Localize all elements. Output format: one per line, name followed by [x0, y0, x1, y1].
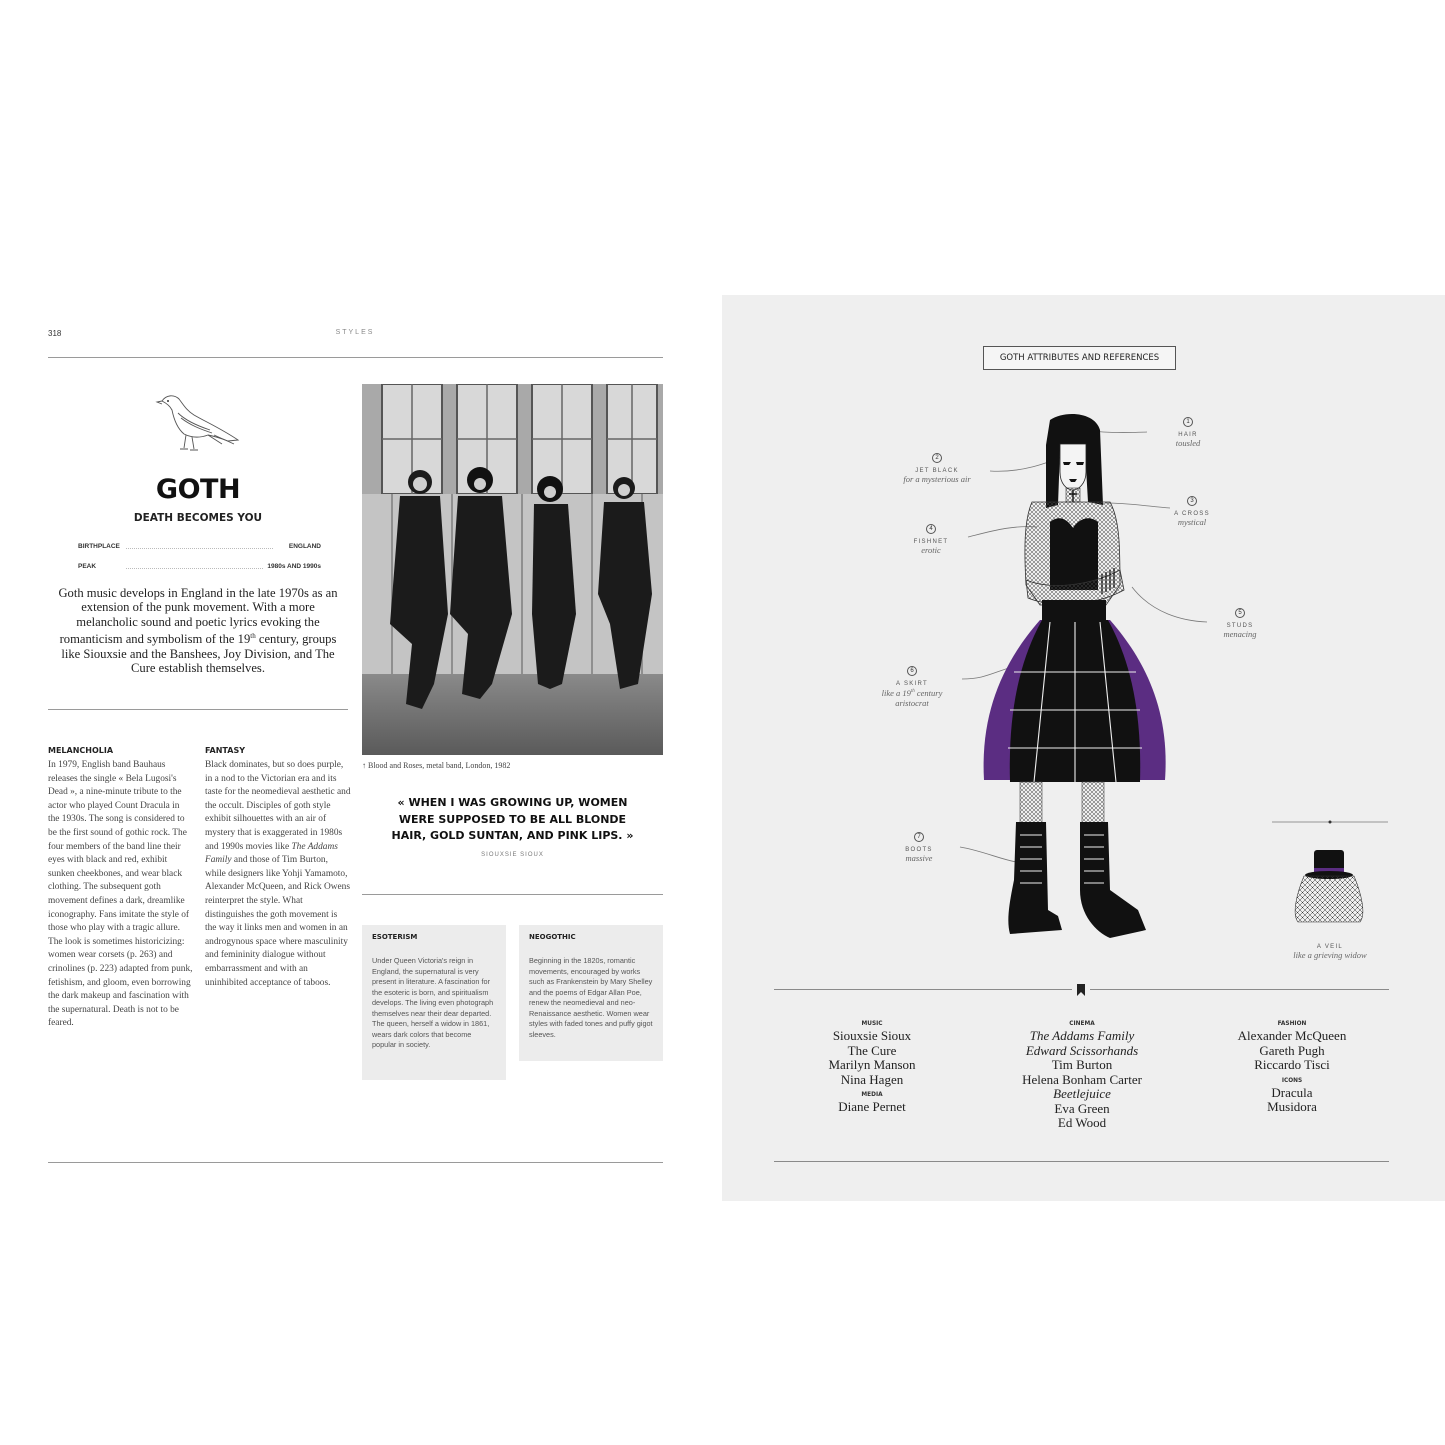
- callout-boots: [864, 825, 974, 863]
- ref-item: Alexander McQueen: [1237, 1028, 1347, 1043]
- neogothic-box: [519, 925, 663, 1061]
- ref-item: Beetlejuice: [1053, 1086, 1111, 1101]
- running-head: STYLES: [335, 329, 375, 336]
- dotted-leader: [126, 568, 273, 569]
- callout-desc: like a 19th century aristocrat: [881, 687, 943, 708]
- callout-number: 7: [914, 832, 924, 842]
- ref-item: The Cure: [847, 1042, 897, 1058]
- callout-desc: menacing: [1223, 629, 1257, 639]
- callout-desc: erotic: [921, 545, 941, 555]
- melancholia-heading: MELANCHOLIA: [48, 746, 114, 755]
- callout-number: 2: [932, 453, 942, 463]
- references-bottom-rule: [774, 1161, 1389, 1162]
- neogothic-text: Beginning in the 1820s, romantic movements, encouraged by works such as Frankenstein by Mary Shelley and the poems of Edgar Allan Poe, renew the neomedieval and neo-Renaissance aesthetic. Women wear styles with faded tones and puffy gigot sleeves.: [529, 956, 653, 1039]
- references-cinema: [992, 1021, 1172, 1131]
- fantasy-heading: FANTASY: [205, 746, 246, 755]
- section-rule: [48, 709, 348, 710]
- intro-paragraph: Goth music develops in England in the late 1970s as an extension of the punk movement. With a more melancholic sound and poetic lyrics evoking the romanticism and symbolism of the 19th century, groups like Siouxsie and the Banshees, Joy Division, and The Cure establish themselves.: [58, 586, 338, 676]
- meta-value: ENGLAND: [285, 543, 321, 550]
- band-photo: [362, 384, 663, 755]
- bookmark-icon: [1076, 984, 1086, 996]
- callout-desc: massive: [905, 853, 933, 863]
- photo-caption: ↑ Blood and Roses, metal band, London, 1982: [362, 761, 511, 770]
- callout-number: 5: [1235, 608, 1245, 618]
- callout-label: STUDS: [1226, 623, 1254, 629]
- meta-peak: [78, 563, 321, 575]
- callout-number: 4: [926, 524, 936, 534]
- callout-number: 3: [1187, 496, 1197, 506]
- callout-label: HAIR: [1178, 432, 1198, 438]
- style-title: GOTH: [155, 474, 241, 505]
- footer-rule: [48, 1162, 663, 1163]
- meta-label: PEAK: [78, 563, 100, 570]
- ref-item: Musidora: [1267, 1099, 1317, 1114]
- callout-desc: like a grieving widow: [1293, 950, 1367, 960]
- meta-value: 1980s AND 1990s: [263, 563, 321, 570]
- fantasy-text: Black dominates, but so does purple, in a nod to the Victorian era and its taste for the neomedieval aesthetic and the occult. Disciples of goth style exhibit silhouettes with an air of mystery that is exaggerated in 1980s and 1990s movies like The Addams Family and those of Tim Burton, while designers like Yohji Yamamoto, Alexander McQueen, and Rick Owens reinterpret the style. What distinguishes the goth movement is the way it links men and women in an androgynous space where masculinity and femininity dialogue without embarrassment and with an uninhibited acceptance of taboos.: [205, 760, 351, 988]
- callout-studs: [1185, 601, 1295, 639]
- callout-label: BOOTS: [905, 847, 933, 853]
- esoterism-box: [362, 925, 506, 1080]
- callout-label: FISHNET: [913, 539, 949, 545]
- ref-heading: ICONS: [1281, 1077, 1303, 1084]
- callout-veil: [1275, 940, 1385, 960]
- callout-skirt: [857, 659, 967, 708]
- references-music-media: [792, 1021, 952, 1115]
- band-photo-image: [362, 384, 663, 755]
- quote-source: SIOUXSIE SIOUX: [481, 852, 544, 858]
- ref-heading: FASHION: [1277, 1021, 1307, 1027]
- callout-desc: mystical: [1177, 517, 1207, 527]
- ref-item: Siouxsie Sioux: [832, 1028, 912, 1043]
- ref-item: Ed Wood: [1057, 1115, 1107, 1130]
- ref-item: Helena Bonham Carter: [1022, 1071, 1142, 1087]
- quote-rule: [362, 894, 663, 895]
- ref-item: The Addams Family: [1029, 1028, 1135, 1043]
- callout-label: A CROSS: [1174, 511, 1210, 517]
- ref-heading: MUSIC: [861, 1021, 883, 1027]
- ref-item: Diane Pernet: [838, 1099, 906, 1114]
- ref-item: Tim Burton: [1051, 1057, 1113, 1072]
- header-rule: [48, 357, 663, 358]
- left-page: [0, 0, 722, 1445]
- attributes-tag: GOTH ATTRIBUTES AND REFERENCES: [983, 346, 1176, 370]
- callout-fishnet: [876, 517, 986, 555]
- ref-item: Nina Hagen: [840, 1071, 904, 1087]
- esoterism-text: Under Queen Victoria's reign in England, the supernatural is very present in literature. A fascination for the esoteric is born, and spiritualism develops. The living even photograph themselves near their dear departed. The queen, herself a widow in 1861, wears dark colors that become popular in society.: [372, 956, 494, 1049]
- style-subtitle: DEATH BECOMES YOU: [133, 512, 263, 524]
- dotted-leader: [126, 548, 273, 549]
- ref-item: Edward Scissorhands: [1025, 1042, 1139, 1058]
- callout-jet-black: [882, 446, 992, 484]
- raven-icon: [150, 388, 245, 458]
- callout-label: JET BLACK: [915, 468, 959, 474]
- references-rule-left: [774, 989, 1072, 990]
- ref-item: Gareth Pugh: [1259, 1042, 1325, 1058]
- callout-label: A VEIL: [1316, 944, 1344, 950]
- ref-item: Dracula: [1271, 1084, 1313, 1100]
- ref-item: Riccardo Tisci: [1254, 1057, 1330, 1072]
- callout-number: 1: [1183, 417, 1193, 427]
- esoterism-heading: ESOTERISM: [372, 933, 418, 941]
- ref-item: Marilyn Manson: [828, 1057, 916, 1072]
- callout-hair: [1133, 410, 1243, 448]
- neogothic-heading: NEOGOTHIC: [529, 933, 576, 941]
- meta-birthplace: [78, 543, 321, 555]
- references-fashion-icons: [1212, 1021, 1372, 1115]
- ref-heading: MEDIA: [861, 1092, 883, 1098]
- ref-item: Eva Green: [1054, 1100, 1110, 1116]
- ref-heading: CINEMA: [1069, 1021, 1095, 1027]
- callout-desc: for a mysterious air: [903, 474, 971, 484]
- melancholia-text: In 1979, English band Bauhaus releases the single « Bela Lugosi's Dead », a nine-minute tribute to the actor who played Count Dracula in the 1930s. The song is considered to be the first sound of gothic rock. The four members of the band line their eyes with black and red, exhibit sunken cheekbones, and wear black clothing. The subsequent goth movement defines a dark, dreamlike iconography. Fans imitate the style of those who play with a tragic allure. The look is sometimes historicizing: women wear corsets (p. 263) and crinolines (p. 223) adapted from punk, fetishism, and gloom, even borrowing the dark makeup and fascination with the supernatural. Death is not to be feared.: [48, 760, 193, 1029]
- meta-label: BIRTHPLACE: [78, 543, 124, 550]
- callout-number: 6: [907, 666, 917, 676]
- page-number: 318: [48, 329, 62, 338]
- references-rule-right: [1090, 989, 1389, 990]
- callout-cross: [1137, 489, 1247, 527]
- veil-hat-illustration: [1290, 840, 1370, 930]
- callout-label: A SKIRT: [896, 681, 928, 687]
- pull-quote: « WHEN I WAS GROWING UP, WOMEN WERE SUPPOSED TO BE ALL BLONDE HAIR, GOLD SUNTAN, AND PINK LIPS. »: [391, 796, 634, 842]
- callout-desc: tousled: [1175, 438, 1201, 448]
